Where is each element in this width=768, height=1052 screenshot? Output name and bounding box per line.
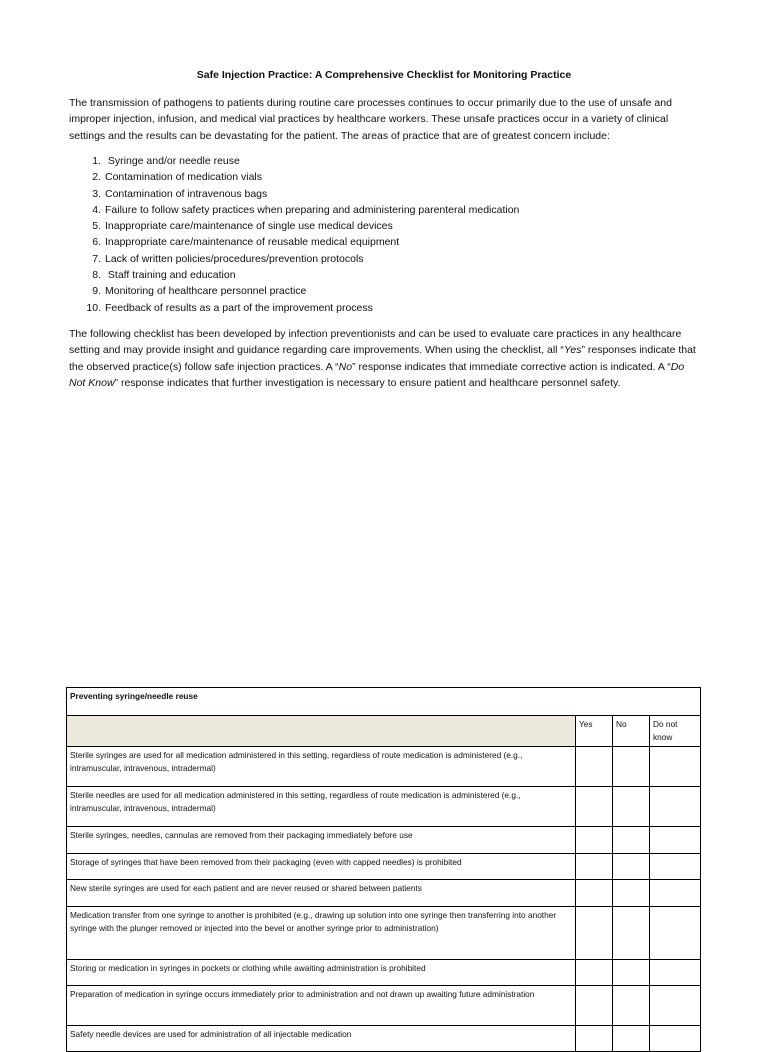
do-not-know-answer-cell[interactable] [650, 986, 701, 1026]
yes-term: Yes [563, 344, 582, 357]
header-yes: Yes [576, 716, 613, 747]
yes-answer-cell[interactable] [576, 960, 613, 986]
checklist-item-text: New sterile syringes are used for each patient and are never reused or shared between patients [67, 880, 576, 907]
table-row [67, 787, 701, 827]
header-no: No [613, 716, 650, 747]
do-not-know-answer-cell[interactable] [650, 907, 701, 960]
do-not-know-answer-cell[interactable] [650, 827, 701, 854]
section-title-row [67, 688, 701, 716]
no-term: No [338, 360, 353, 373]
header-do-not-know: Do not know [650, 716, 701, 747]
no-answer-cell[interactable] [613, 960, 650, 986]
do-not-know-term: Do Not Know [69, 360, 685, 389]
checklist-item-text: Sterile syringes, needles, cannulas are removed from their packaging immediately before use [67, 827, 576, 854]
yes-answer-cell[interactable] [576, 880, 613, 907]
list-item-number: 6. [92, 236, 101, 249]
list-item [69, 251, 689, 267]
do-not-know-answer-cell[interactable] [650, 960, 701, 986]
intro-paragraph: The transmission of pathogens to patients during routine care processes continues to occur primarily due to the use of unsafe and improper injection, infusion, and medical vial practices by healthcare workers. These unsafe practices occur in a variety of clinical settings and the results can be devastating for the patient. The areas of practice that are of greatest concern include: [69, 97, 672, 142]
usage-text: ” response indicates that immediate corrective action is indicated. A “ [352, 360, 671, 373]
checklist-item-text: Sterile needles are used for all medication administered in this setting, regardless of route medication is administered (e.g., intramuscular, intravenous, intradermal) [67, 787, 576, 827]
checklist-item-text: Safety needle devices are used for administration of all injectable medication [67, 1026, 576, 1052]
list-item-number: 5. [92, 220, 101, 233]
do-not-know-answer-cell[interactable] [650, 787, 701, 827]
list-item-text: Syringe and/or needle reuse [105, 155, 240, 167]
list-item-text: Inappropriate care/maintenance of single use medical devices [105, 220, 393, 233]
checklist-item-text: Medication transfer from one syringe to another is prohibited (e.g., drawing up solution into one syringe then transferring into another syringe with the plunger removed or injected into the bevel or another syringe prior to administration) [67, 907, 576, 960]
page-title: Safe Injection Practice: A Comprehensive Checklist for Monitoring Practice [196, 69, 572, 81]
table-row [67, 880, 701, 907]
list-item-number: 4. [92, 203, 101, 216]
list-item-number: 2. [92, 171, 101, 184]
list-item-text: Feedback of results as a part of the improvement process [105, 301, 373, 314]
table-row [67, 827, 701, 854]
list-item [69, 153, 689, 169]
list-item [69, 267, 689, 283]
list-item-text: Inappropriate care/maintenance of reusable medical equipment [105, 236, 400, 249]
list-item-number: 9. [92, 285, 101, 298]
yes-answer-cell[interactable] [576, 747, 613, 787]
list-item-text: Failure to follow safety practices when preparing and administering parenteral medication [105, 203, 520, 216]
checklist-usage-paragraph [69, 326, 701, 391]
yes-answer-cell[interactable] [576, 854, 613, 880]
checklist-item-text: Sterile syringes are used for all medication administered in this setting, regardless of route medication is administered (e.g., intramuscular, intravenous, intradermal) [67, 747, 576, 787]
header-blank-cell [67, 716, 576, 747]
no-answer-cell[interactable] [613, 747, 650, 787]
do-not-know-answer-cell[interactable] [650, 854, 701, 880]
list-item-text: Contamination of intravenous bags [105, 187, 268, 200]
list-item-number: 10. [86, 301, 101, 314]
no-answer-cell[interactable] [613, 880, 650, 907]
yes-answer-cell[interactable] [576, 827, 613, 854]
checklist-item-text: Storage of syringes that have been removed from their packaging (even with capped needles) is prohibited [67, 854, 576, 880]
list-item-number: 3. [92, 187, 101, 200]
yes-answer-cell[interactable] [576, 1026, 613, 1052]
do-not-know-answer-cell[interactable] [650, 1026, 701, 1052]
list-item [69, 186, 689, 202]
usage-text: ” response indicates that further investigation is necessary to ensure patient and healthcare personnel safety. [114, 376, 621, 389]
yes-answer-cell[interactable] [576, 986, 613, 1026]
header-row [67, 716, 701, 747]
concern-list [69, 153, 689, 316]
checklist-item-text: Preparation of medication in syringe occurs immediately prior to administration and not drawn up awaiting future administration [67, 986, 576, 1026]
list-item [69, 202, 689, 218]
list-item-text: Lack of written policies/procedures/prevention protocols [105, 252, 364, 265]
table-row [67, 907, 701, 960]
list-item-number: 7. [92, 252, 101, 265]
do-not-know-answer-cell[interactable] [650, 747, 701, 787]
no-answer-cell[interactable] [613, 854, 650, 880]
do-not-know-answer-cell[interactable] [650, 880, 701, 907]
table-row [67, 986, 701, 1026]
checklist-table [66, 687, 701, 1052]
no-answer-cell[interactable] [613, 907, 650, 960]
list-item-text: Staff training and education [105, 269, 236, 282]
table-row [67, 1026, 701, 1052]
list-item [69, 234, 689, 250]
yes-answer-cell[interactable] [576, 907, 613, 960]
list-item [69, 283, 689, 299]
table-row [67, 960, 701, 986]
usage-text: ” responses indicate that the observed practice(s) follow safe injection practices. A “ [69, 344, 696, 373]
no-answer-cell[interactable] [613, 986, 650, 1026]
table-row [67, 747, 701, 787]
no-answer-cell[interactable] [613, 787, 650, 827]
section-title: Preventing syringe/needle reuse [67, 688, 701, 716]
checklist-item-text: Storing or medication in syringes in pockets or clothing while awaiting administration is prohibited [67, 960, 576, 986]
no-answer-cell[interactable] [613, 1026, 650, 1052]
table-row [67, 854, 701, 880]
list-item-text: Monitoring of healthcare personnel practice [105, 285, 307, 298]
list-item-number: 1. [92, 155, 101, 167]
list-item [69, 300, 689, 316]
no-answer-cell[interactable] [613, 827, 650, 854]
list-item [69, 218, 689, 234]
usage-text: The following checklist has been developed by infection preventionists and can be used to evaluate care practices in any healthcare setting and may provide insight and guidance regarding care improvements. When using the checklist, all “ [69, 328, 682, 357]
yes-answer-cell[interactable] [576, 787, 613, 827]
list-item-text: Contamination of medication vials [105, 171, 262, 184]
list-item [69, 169, 689, 185]
list-item-number: 8. [92, 269, 101, 282]
